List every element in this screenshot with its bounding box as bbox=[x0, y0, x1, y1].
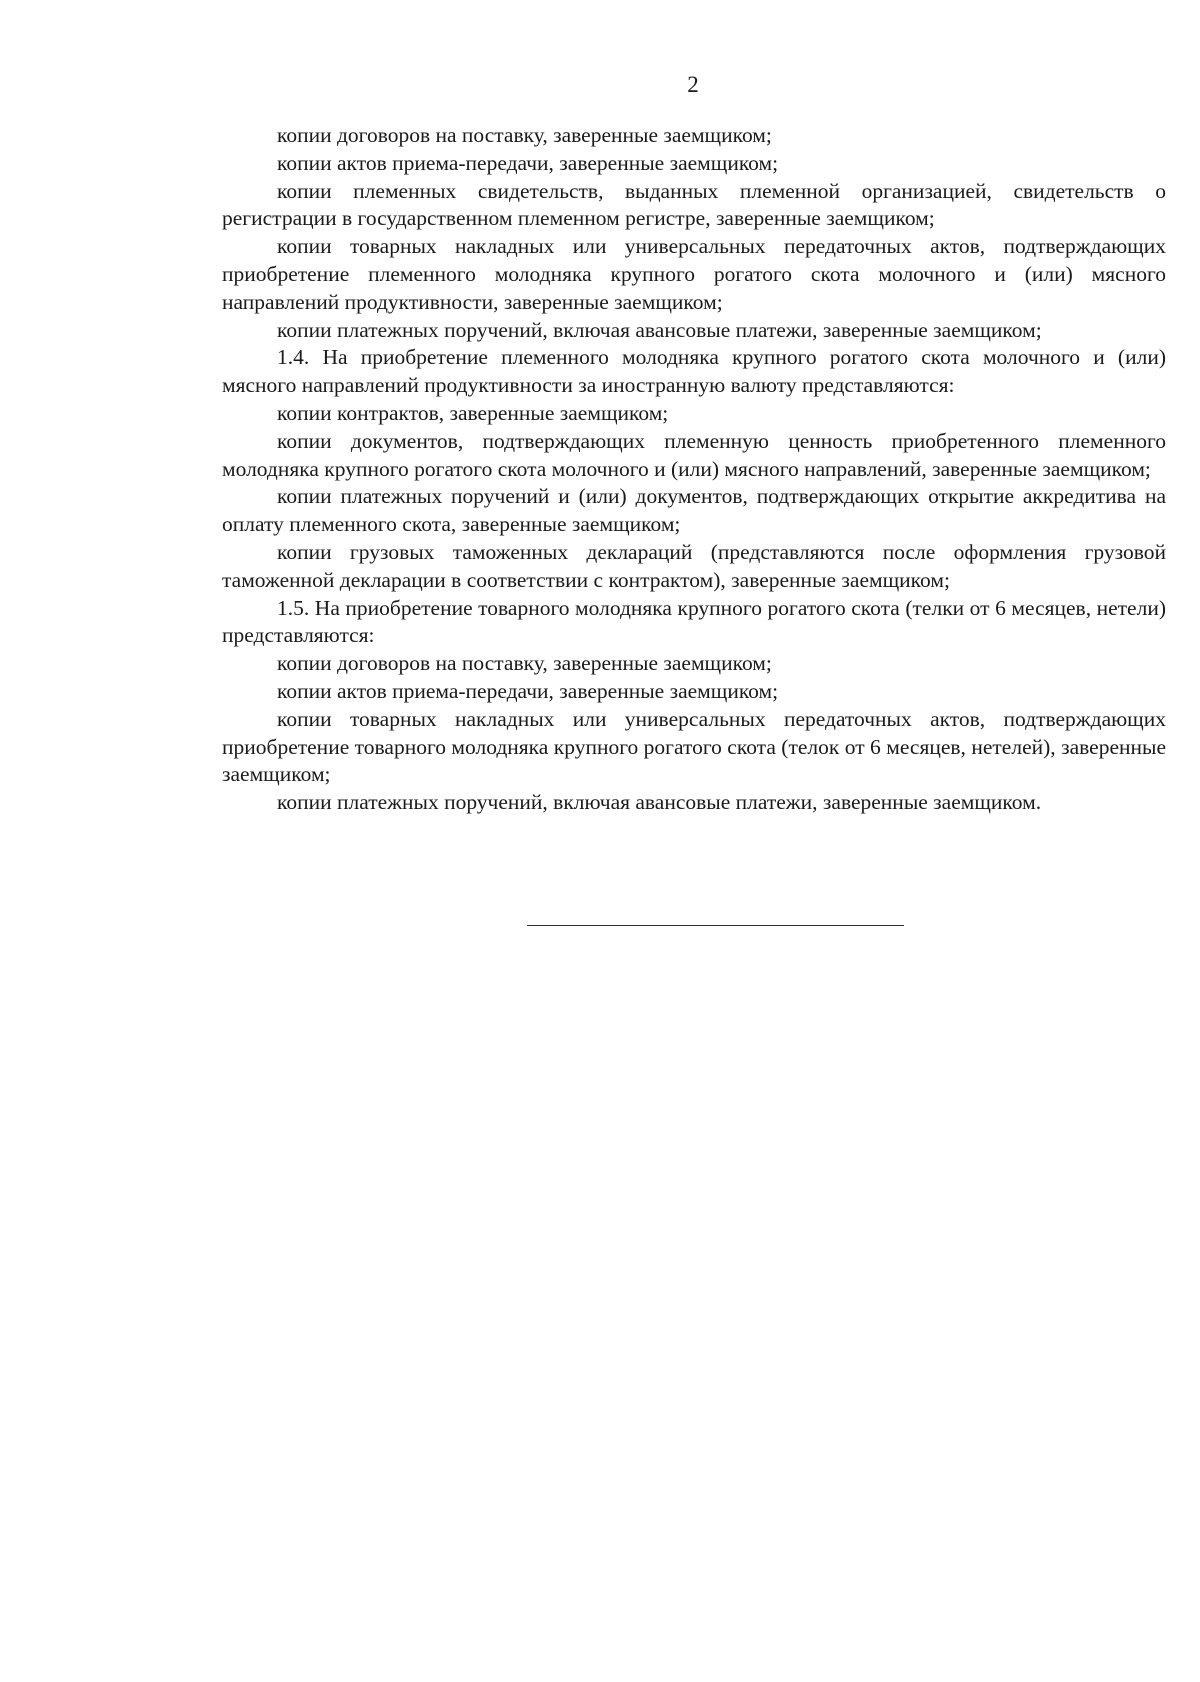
paragraph: копии грузовых таможенных деклараций (представляются после оформления грузовой таможенной декларации в соответствии с контрактом), заверенные заемщиком; bbox=[222, 539, 1166, 592]
paragraph: копии товарных накладных или универсальных передаточных актов, подтверждающих приобретение товарного молодняка крупного рогатого скота (телок от 6 месяцев, нетелей), заверенные заемщиком; bbox=[222, 706, 1166, 787]
paragraph: копии племенных свидетельств, выданных племенной организацией, свидетельств о регистрации в государственном племенном регистре, заверенные заемщиком; bbox=[222, 178, 1166, 231]
paragraph: копии платежных поручений, включая авансовые платежи, заверенные заемщиком. bbox=[277, 790, 1042, 815]
paragraph: копии документов, подтверждающих племенную ценность приобретенного племенного молодняка крупного рогатого скота молочного и (или) мясного направлений, заверенные заемщиком; bbox=[222, 428, 1166, 481]
paragraph: копии актов приема-передачи, заверенные заемщиком; bbox=[277, 678, 779, 703]
paragraph: копии договоров на поставку, заверенные заемщиком; bbox=[277, 651, 772, 676]
end-rule bbox=[527, 925, 904, 926]
page-number: 2 bbox=[687, 72, 699, 97]
paragraph: копии товарных накладных или универсальных передаточных актов, подтверждающих приобретение племенного молодняка крупного рогатого скота молочного и (или) мясного направлений продуктивности, заверенные заемщиком; bbox=[222, 234, 1166, 314]
paragraph: копии договоров на поставку, заверенные заемщиком; bbox=[277, 123, 772, 147]
paragraph: копии контрактов, заверенные заемщиком; bbox=[277, 400, 669, 425]
paragraph: 1.5. На приобретение товарного молодняка крупного рогатого скота (телки от 6 месяцев, нетели) представляются: bbox=[222, 595, 1166, 648]
document-body bbox=[222, 122, 1166, 817]
paragraph: 1.4. На приобретение племенного молодняка крупного рогатого скота молочного и (или) мясного направлений продуктивности за иностранную валюту представляются: bbox=[222, 345, 1166, 398]
paragraph: копии платежных поручений и (или) документов, подтверждающих открытие аккредитива на оплату племенного скота, заверенные заемщиком; bbox=[222, 484, 1166, 537]
paragraph: копии платежных поручений, включая авансовые платежи, заверенные заемщиком; bbox=[277, 317, 1042, 342]
paragraph: копии актов приема-передачи, заверенные заемщиком; bbox=[277, 150, 779, 175]
